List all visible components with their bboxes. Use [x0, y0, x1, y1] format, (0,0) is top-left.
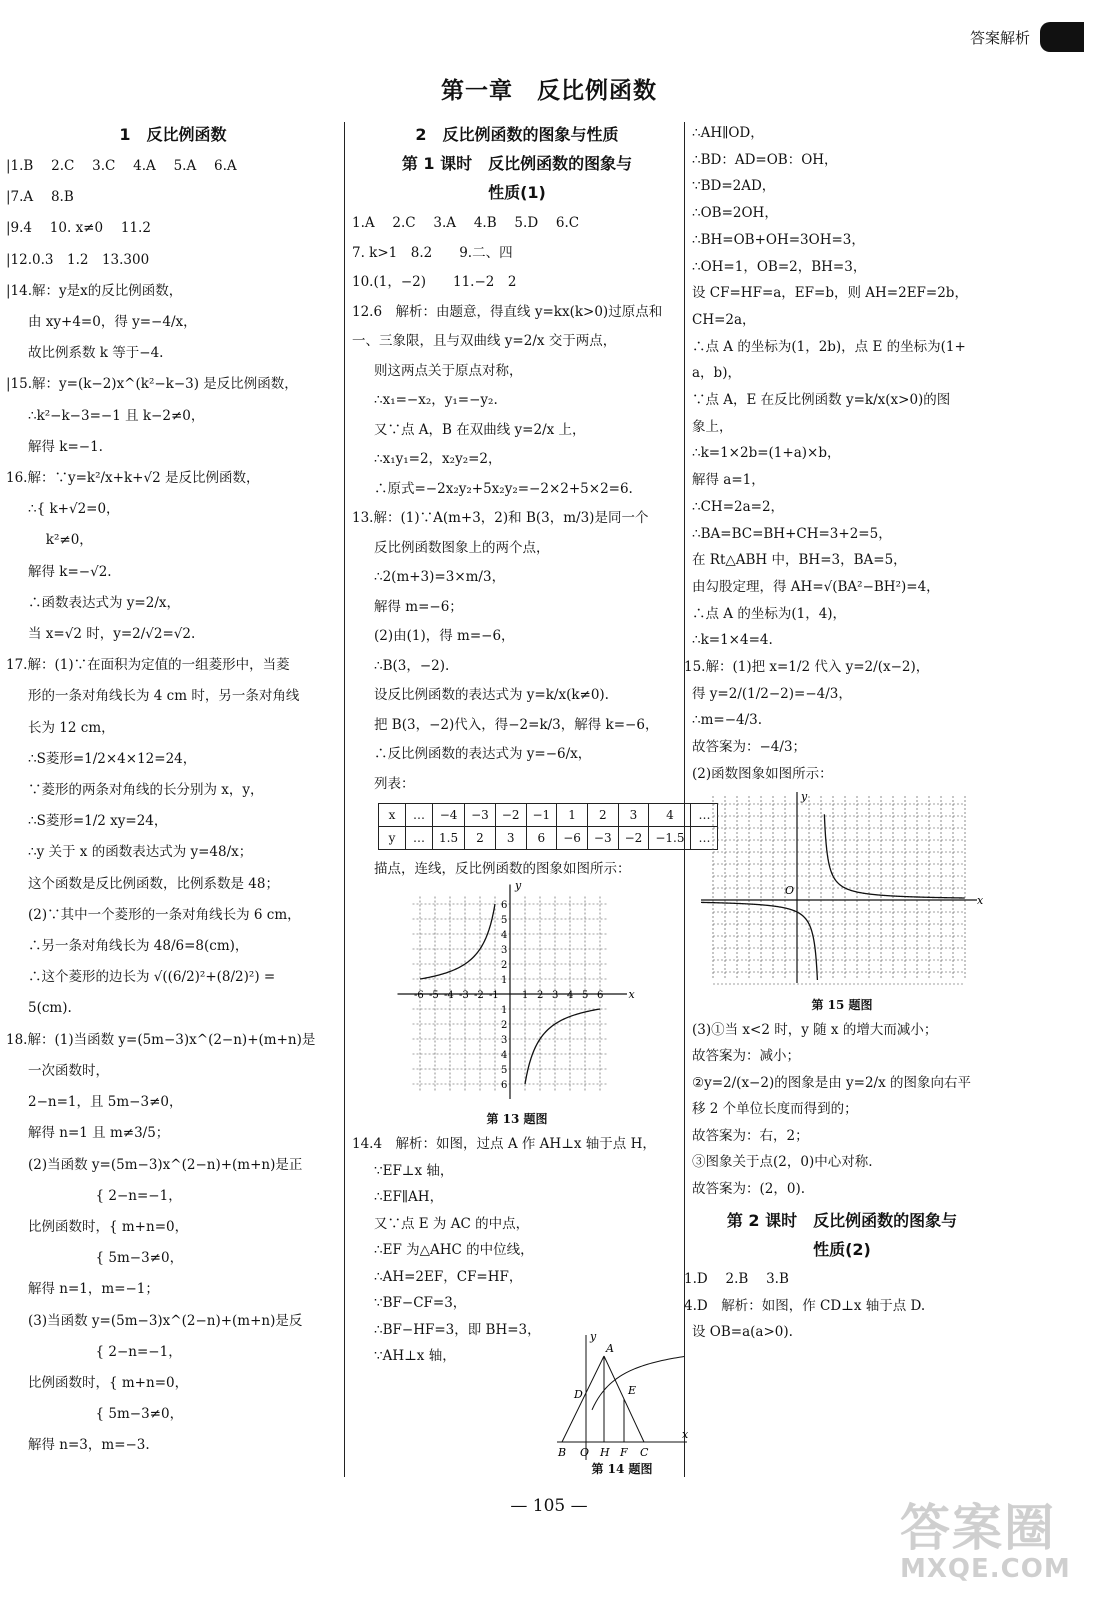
- point-label: C: [640, 1446, 649, 1459]
- column-3: [684, 120, 992, 1346]
- text-line: ∴S菱形=1/2×4×12=24，: [28, 750, 197, 767]
- text-line: |12.0.3 1.2 13.300: [6, 251, 150, 268]
- text-line: |7.A 8.B: [6, 189, 74, 206]
- tick-label: -3: [459, 990, 469, 1001]
- tick-label: 5: [501, 915, 508, 926]
- figure-14-graph: [552, 1330, 692, 1470]
- section-title: 1 反比例函数: [119, 125, 227, 144]
- tick-label: 2: [501, 960, 508, 971]
- text-line: ∴x₁=−x₂，y₁=−y₂.: [374, 392, 498, 408]
- text-line: 解得 a=1，: [692, 472, 765, 489]
- text-line: ∴2(m+3)=3×m/3，: [374, 569, 506, 585]
- table-cell: 3: [618, 804, 649, 827]
- point-label: F: [620, 1446, 628, 1459]
- text-line: ∵点 A，E 在反比例函数 y=k/x(x>0)的图: [692, 392, 951, 409]
- text-line: ∴B(3，−2).: [374, 657, 450, 674]
- text-line: 2−n=1，且 5m−3≠0，: [28, 1094, 183, 1111]
- column-3-lines-a: [684, 120, 992, 788]
- text-line: 则这两点关于原点对称，: [374, 362, 523, 379]
- tick-label: -5: [429, 990, 439, 1001]
- tick-label: 5: [501, 1065, 508, 1076]
- text-line: 解得 m=−6；: [374, 598, 463, 615]
- text-line: 得 y=2/(1/2−2)=−4/3，: [692, 685, 852, 702]
- text-line: ∴EF∥AH，: [374, 1189, 444, 1205]
- text-line: ∴k=1×2b=(1+a)×b，: [692, 445, 841, 462]
- text-line: ∵菱形的两条对角线的长分别为 x，y，: [28, 782, 264, 799]
- text-line: 当 x=√2 时，y=2/√2=√2.: [28, 626, 196, 643]
- tick-label: -1: [489, 990, 499, 1001]
- text-line: ②y=2/(x−2)的图象是由 y=2/x 的图象向右平: [692, 1074, 971, 1091]
- value-table-row-y: [379, 827, 718, 850]
- column-2-lines-a: [352, 209, 682, 799]
- table-cell: −6: [557, 827, 588, 850]
- tick-label: 4: [501, 1050, 508, 1061]
- text-line: 设 CF=HF=a，EF=b，则 AH=2EF=2b，: [692, 285, 968, 302]
- text-line: ∴y 关于 x 的函数表达式为 y=48/x；: [28, 844, 253, 861]
- tick-label: -2: [474, 990, 484, 1001]
- text-line: (2)函数图象如图所示：: [692, 765, 833, 782]
- text-line: ∵BF−CF=3，: [374, 1295, 467, 1311]
- text-line: (2)当函数 y=(5m−3)x^(2−n)+(m+n)是正: [28, 1156, 303, 1173]
- text-line: ∴点 A 的坐标为(1，2b)，点 E 的坐标为(1+: [692, 338, 966, 355]
- tick-label: 2: [537, 990, 544, 1001]
- text-line: a，b)，: [692, 365, 741, 382]
- text-line: { 5m−3≠0，: [28, 1406, 184, 1423]
- text-line: 1.A 2.C 3.A 4.B 5.D 6.C: [352, 215, 580, 231]
- table-cell: 3: [495, 827, 526, 850]
- table-cell: 4: [649, 804, 691, 827]
- watermark-title: 答案圈: [900, 1499, 1056, 1557]
- table-cell: −2: [495, 804, 526, 827]
- tick-label: 4: [501, 930, 508, 941]
- table-cell: 1: [557, 804, 588, 827]
- table-cell: −3: [587, 827, 618, 850]
- column-divider-1: [344, 122, 345, 1477]
- text-line: ∵AH⊥x 轴，: [374, 1348, 456, 1364]
- point-label: H: [600, 1446, 610, 1459]
- text-line: 5(cm).: [28, 1000, 72, 1017]
- figure-14-caption: 第 14 题图: [591, 1462, 653, 1476]
- text-line: 又∵点 A，B 在双曲线 y=2/x 上，: [374, 421, 586, 438]
- text-line: (2)∵其中一个菱形的一条对角线长为 6 cm，: [28, 906, 301, 923]
- text-line: ∴BA=BC=BH+CH=3+2=5，: [692, 525, 892, 542]
- watermark-url: MXQE.COM: [900, 1554, 1071, 1584]
- text-line: 移 2 个单位长度而得到的；: [692, 1101, 858, 1118]
- text-line: ∴函数表达式为 y=2/x，: [28, 594, 180, 611]
- text-line: ∴EF 为△AHC 的中位线，: [374, 1242, 534, 1258]
- table-cell: …: [691, 804, 718, 827]
- lesson-subtitle: 性质(2): [813, 1240, 871, 1260]
- text-line: ∴BF−HF=3，即 BH=3，: [374, 1321, 541, 1338]
- tick-label: 1: [501, 975, 508, 986]
- text-line: 17.解：(1)∵在面积为定值的一组菱形中，当菱: [6, 657, 290, 674]
- text-line: ∴k²−k−3=−1 且 k−2≠0，: [28, 407, 205, 424]
- section-tag: [970, 22, 1084, 52]
- watermark-logo: [900, 1488, 1071, 1584]
- text-line: 4.D 解析：如图，作 CD⊥x 轴于点 D.: [684, 1297, 926, 1314]
- text-line: ∴点 A 的坐标为(1，4)，: [692, 605, 847, 622]
- tick-label: -4: [444, 990, 454, 1001]
- text-line: 10.(1，−2) 11.−2 2: [352, 274, 517, 290]
- text-line: |15.解：y=(k−2)x^(k²−k−3) 是反比例函数，: [6, 376, 298, 393]
- text-line: 由 xy+4=0，得 y=−4/x，: [28, 314, 197, 331]
- point-label: D: [574, 1388, 583, 1401]
- curve-branch-right: [525, 1009, 600, 1084]
- table-cell: 1.5: [433, 827, 465, 850]
- tick-label: 5: [582, 990, 589, 1001]
- text-line: ∴{ k+√2=0，: [28, 501, 120, 518]
- text-line: 解得 k=−√2.: [28, 563, 112, 580]
- table-cell: −1: [526, 804, 557, 827]
- tick-label: 6: [501, 900, 508, 911]
- text-line: 又∵点 E 为 AC 的中点，: [374, 1215, 530, 1232]
- text-line: ∴AH=2EF，CF=HF，: [374, 1268, 523, 1285]
- text-line: (3)①当 x<2 时，y 随 x 的增大而减小；: [692, 1021, 938, 1038]
- text-line: 16.解：∵y=k²/x+k+√2 是反比例函数，: [6, 470, 260, 487]
- text-line: 列表：: [374, 775, 415, 792]
- table-cell: 2: [465, 827, 496, 850]
- text-line: ∴CH=2a=2，: [692, 498, 785, 515]
- text-line: 故答案为：(2，0).: [692, 1180, 806, 1197]
- text-line: 一、三象限，且与双曲线 y=2/x 交于两点，: [352, 333, 617, 349]
- text-line: 7. k>1 8.2 9.二、四: [352, 244, 513, 261]
- text-line: 15.解：(1)把 x=1/2 代入 y=2/(x−2)，: [684, 659, 930, 676]
- text-line: ③图象关于点(2，0)中心对称.: [692, 1154, 873, 1171]
- section-tag-label: 答案解析: [969, 28, 1030, 47]
- text-line: 18.解：(1)当函数 y=(5m−3)x^(2−n)+(m+n)是: [6, 1031, 316, 1048]
- table-cell: x: [379, 804, 406, 827]
- text-line: ∴x₁y₁=2，x₂y₂=2，: [374, 451, 502, 467]
- table-cell: −4: [433, 804, 465, 827]
- text-line: ∴OH=1，OB=2，BH=3，: [692, 258, 867, 275]
- text-line: 故答案为：右，2；: [692, 1127, 809, 1144]
- curve-branch-right: [824, 814, 964, 898]
- text-line: 解得 n=1，m=−1；: [28, 1281, 159, 1298]
- point-label: y: [590, 1330, 597, 1343]
- text-line: 形的一条对角线长为 4 cm 时，另一条对角线: [28, 688, 300, 705]
- text-line: 12.6 解析：由题意，得直线 y=kx(k>0)过原点和: [352, 303, 663, 320]
- text-line: ∴BH=OB+OH=3OH=3，: [692, 231, 865, 248]
- curve: [592, 1357, 684, 1410]
- table-cell: 6: [526, 827, 557, 850]
- text-line: 比例函数时，{ m+n=0，: [28, 1374, 189, 1391]
- text-line: ∴反比例函数的表达式为 y=−6/x，: [374, 746, 592, 762]
- text-line: 故比例系数 k 等于−4.: [28, 345, 164, 362]
- text-line: k²≠0，: [28, 532, 93, 549]
- y-axis-label: y: [801, 789, 808, 803]
- figure-15-caption: 第 15 题图: [811, 997, 873, 1012]
- table-cell: …: [691, 827, 718, 850]
- figure-13-caption: 第 13 题图: [486, 1112, 548, 1126]
- tick-label: 4: [567, 990, 574, 1001]
- text-line: 1.D 2.B 3.B: [684, 1271, 789, 1288]
- origin-label: O: [785, 883, 795, 897]
- tick-label: 3: [501, 945, 508, 956]
- text-line: 解得 n=1 且 m≠3/5；: [28, 1125, 170, 1142]
- text-line: 设 OB=a(a>0).: [692, 1324, 793, 1341]
- tick-label: 6: [597, 990, 604, 1001]
- table-cell: …: [406, 827, 433, 850]
- x-axis-label: x: [628, 988, 635, 1001]
- table-cell: y: [379, 827, 406, 850]
- text-line: ∴另一条对角线长为 48/6=8(cm)，: [28, 938, 249, 955]
- column-1-lines: [6, 151, 340, 1462]
- text-line: 解得 k=−1.: [28, 438, 103, 455]
- text-line: ∴OB=2OH，: [692, 205, 778, 222]
- curve-branch-left: [701, 902, 817, 980]
- table-cell: −1.5: [649, 827, 691, 850]
- point-label: E: [628, 1384, 637, 1397]
- text-line: ∵EF⊥x 轴，: [374, 1162, 454, 1179]
- lesson-title: 第 1 课时 反比例函数的图象与: [401, 154, 633, 173]
- table-cell: −3: [465, 804, 496, 827]
- text-line: 故答案为：−4/3；: [692, 739, 807, 756]
- curve-branch-left: [420, 904, 495, 979]
- text-line: 在 Rt△ABH 中，BH=3，BA=5，: [692, 552, 907, 569]
- text-line: |1.B 2.C 3.C 4.A 5.A 6.A: [6, 158, 237, 174]
- x-axis-label: x: [977, 893, 984, 907]
- column-1: [6, 120, 340, 1462]
- chapter-title: 第一章 反比例函数: [441, 78, 657, 104]
- tick-label: 1: [522, 990, 529, 1001]
- text-line: 象上，: [692, 418, 733, 435]
- column-3-lines-c: [684, 1266, 992, 1346]
- text-line: ∴S菱形=1/2 xy=24，: [28, 813, 168, 830]
- figure-intro: 描点，连线，反比例函数的图象如图所示：: [374, 861, 631, 877]
- text-line: 一次函数时，: [28, 1062, 109, 1079]
- text-line: ∴这个菱形的边长为 √((6/2)²+(8/2)²) =: [28, 969, 276, 986]
- text-line: |9.4 10. x≠0 11.2: [6, 220, 151, 237]
- point-label: B: [558, 1446, 567, 1459]
- value-table: [378, 803, 718, 850]
- lesson-title: 第 2 课时 反比例函数的图象与: [726, 1211, 958, 1231]
- tick-label: 3: [552, 990, 559, 1001]
- section-title: 2 反比例函数的图象与性质: [415, 125, 619, 144]
- table-cell: 2: [587, 804, 618, 827]
- text-line: ∴AH∥OD，: [692, 125, 764, 141]
- tick-label: 2: [501, 1020, 508, 1031]
- text-line: ∴BD：AD=OB：OH，: [692, 151, 838, 168]
- text-line: 比例函数时，{ m+n=0，: [28, 1218, 189, 1235]
- text-line: ∴m=−4/3.: [692, 712, 763, 729]
- section-tab-marker: [1040, 22, 1084, 52]
- point-label: x: [682, 1428, 689, 1441]
- text-line: ∴k=1×4=4.: [692, 632, 773, 649]
- text-line: (3)当函数 y=(5m−3)x^(2−n)+(m+n)是反: [28, 1312, 303, 1329]
- point-label: O: [580, 1446, 590, 1459]
- point-label: A: [606, 1342, 614, 1355]
- figure-13-graph: [352, 882, 682, 1102]
- text-line: (2)由(1)，得 m=−6，: [374, 628, 515, 644]
- table-cell: −2: [618, 827, 649, 850]
- text-line: { 2−n=−1，: [28, 1187, 182, 1204]
- table-cell: …: [406, 804, 433, 827]
- text-line: { 5m−3≠0，: [28, 1250, 184, 1267]
- text-line: 14.4 解析：如图，过点 A 作 AH⊥x 轴于点 H，: [352, 1136, 656, 1152]
- tick-label: 6: [501, 1080, 508, 1091]
- figure-15-graph: [692, 788, 992, 988]
- text-line: 故答案为：减小；: [692, 1048, 800, 1065]
- text-line: CH=2a，: [692, 311, 756, 328]
- y-axis-label: y: [515, 882, 522, 892]
- tick-label: 1: [501, 1005, 508, 1016]
- tick-label: 3: [501, 1035, 508, 1046]
- value-table-row-x: [379, 804, 718, 827]
- text-line: 解得 n=3，m=−3.: [28, 1437, 150, 1454]
- text-line: 设反比例函数的表达式为 y=k/x(k≠0).: [374, 687, 609, 703]
- text-line: ∴原式=−2x₂y₂+5x₂y₂=−2×2+5×2=6.: [374, 480, 633, 497]
- column-2: [352, 120, 711, 1476]
- text-line: 长为 12 cm，: [28, 719, 115, 736]
- text-line: ∵BD=2AD，: [692, 178, 776, 195]
- text-line: 这个函数是反比例函数，比例系数是 48；: [28, 875, 279, 892]
- text-line: 由勾股定理，得 AH=√(BA²−BH²)=4，: [692, 578, 940, 595]
- text-line: { 2−n=−1，: [28, 1343, 182, 1360]
- lesson-subtitle: 性质(1): [488, 183, 546, 202]
- page-number: — 105 —: [510, 1496, 588, 1516]
- text-line: |14.解：y是x的反比例函数，: [6, 282, 183, 299]
- text-line: 13.解：(1)∵A(m+3，2)和 B(3，m/3)是同一个: [352, 510, 649, 526]
- text-line: 把 B(3，−2)代入，得−2=k/3，解得 k=−6，: [374, 716, 659, 733]
- text-line: 反比例函数图象上的两个点，: [374, 539, 550, 556]
- column-3-lines-b: [692, 1017, 992, 1203]
- tick-label: -6: [414, 990, 424, 1001]
